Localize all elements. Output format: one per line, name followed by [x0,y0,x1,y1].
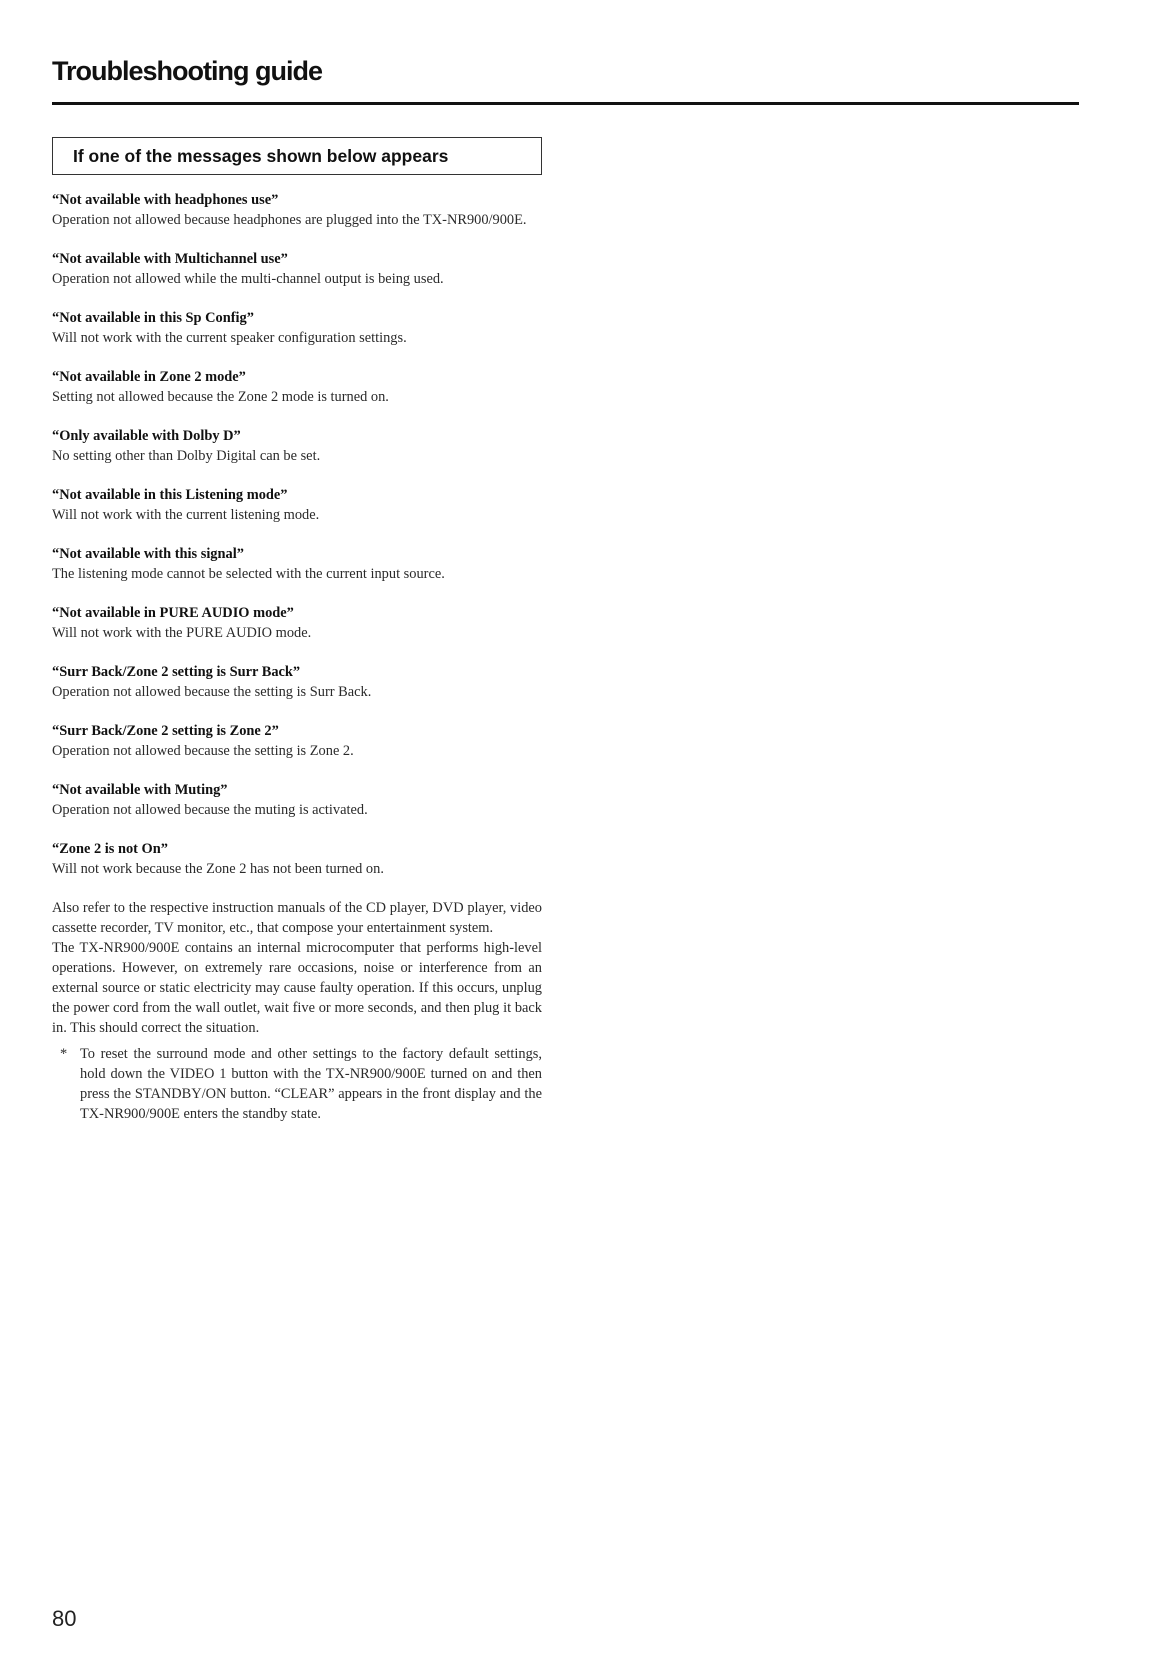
message-title: “Not available in Zone 2 mode” [52,369,246,385]
reference-paragraph: Also refer to the respective instruction manuals of the CD player, DVD player, video cassette recorder, TV monitor, etc., that compose your entertainment system. [52,900,542,936]
microcomputer-paragraph: The TX-NR900/900E contains an internal microcomputer that performs high-level operations. However, on extremely rare occasions, noise or interference from an external source or static electricity may cause faulty operation. If this occurs, unplug the power cord from the wall outlet, wait five or more seconds, and then plug it back in. This should correct the situation. [52,940,542,1036]
message-item [52,190,542,230]
message-title: “Not available in PURE AUDIO mode” [52,605,294,621]
message-item [52,544,542,584]
message-title: “Surr Back/Zone 2 setting is Surr Back” [52,664,301,680]
message-description: No setting other than Dolby Digital can be set. [52,448,321,464]
message-description: Operation not allowed because the setting is Zone 2. [52,743,354,759]
message-description: Operation not allowed because headphones are plugged into the TX-NR900/900E. [52,212,527,228]
message-item [52,426,542,466]
message-item [52,780,542,820]
message-title: “Not available in this Listening mode” [52,487,288,503]
message-description: The listening mode cannot be selected with the current input source. [52,566,445,582]
reset-note [52,1044,542,1124]
message-title: “Not available in this Sp Config” [52,310,254,326]
note-asterisk: * [60,1046,68,1062]
message-item [52,308,542,348]
message-title: “Surr Back/Zone 2 setting is Zone 2” [52,723,279,739]
message-title: “Not available with Multichannel use” [52,251,288,267]
page-title: Troubleshooting guide [52,56,322,86]
message-item [52,662,542,702]
message-description: Will not work with the PURE AUDIO mode. [52,625,312,641]
message-description: Operation not allowed while the multi-channel output is being used. [52,271,444,287]
message-item [52,603,542,643]
title-divider [52,102,1079,105]
message-title: “Not available with this signal” [52,546,244,562]
message-description: Setting not allowed because the Zone 2 mode is turned on. [52,389,389,405]
message-description: Will not work with the current listening mode. [52,507,320,523]
note-text: To reset the surround mode and other settings to the factory default settings, hold down the VIDEO 1 button with the TX-NR900/900E turned on and then press the STANDBY/ON button. “CLEAR” appears in the front display and the TX-NR900/900E enters the standby state. [80,1046,542,1122]
message-description: Operation not allowed because the setting is Surr Back. [52,684,372,700]
section-heading-box [52,137,542,175]
page-number: 80 [52,1606,77,1631]
message-item [52,485,542,525]
message-item [52,839,542,879]
message-item [52,249,542,289]
message-title: “Zone 2 is not On” [52,841,168,857]
message-description: Operation not allowed because the muting is activated. [52,802,368,818]
message-item [52,367,542,407]
message-title: “Not available with headphones use” [52,192,279,208]
message-title: “Not available with Muting” [52,782,228,798]
section-heading: If one of the messages shown below appears [73,145,449,166]
message-description: Will not work because the Zone 2 has not been turned on. [52,861,384,877]
message-description: Will not work with the current speaker configuration settings. [52,330,407,346]
content-column [52,190,542,1124]
message-title: “Only available with Dolby D” [52,428,241,444]
message-item [52,721,542,761]
